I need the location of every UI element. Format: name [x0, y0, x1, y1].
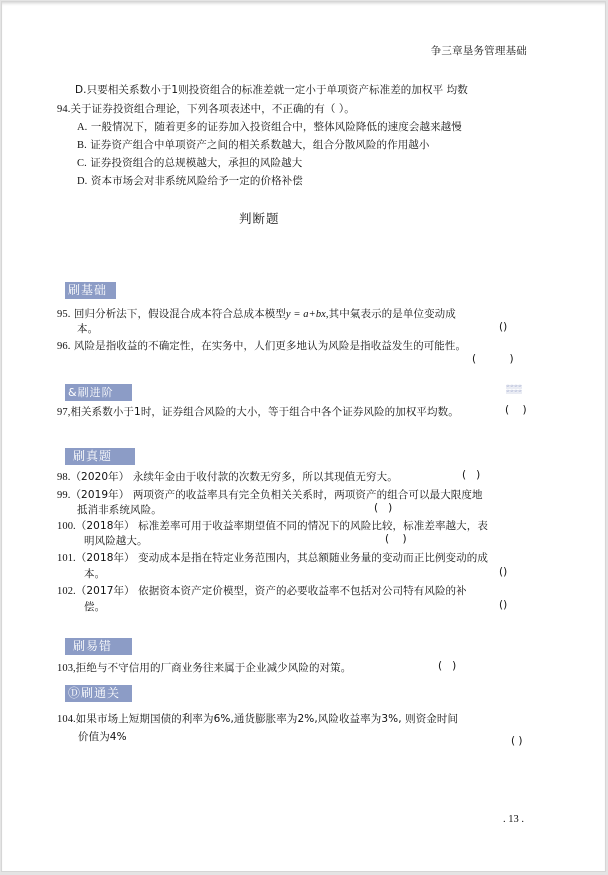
- q104-line1: 104.如果市场上短期国债的利率为6%,通货膨胀率为2%,风险收益率为3%, 则资金时间: [57, 713, 459, 725]
- section-label-final: Ⓓ刷通关: [65, 685, 132, 702]
- q98-answer-blank[interactable]: ( ): [462, 469, 481, 481]
- q100-answer-blank[interactable]: ( ): [385, 533, 407, 545]
- q98-line1: 98.（2020年） 永续年金由于收付款的次数无穷多，所以其现值无穷大。: [57, 471, 398, 483]
- question-number: 94.: [57, 104, 71, 115]
- q102-line2: 偿。: [84, 601, 106, 613]
- q101-answer-blank[interactable]: (): [499, 566, 508, 578]
- q94-option-c: C. 证券投资组合的总规模越大，承担的风险越大: [77, 157, 303, 169]
- page-number: . 13 .: [503, 814, 524, 825]
- section-label-past-exams: 刷真题: [65, 448, 135, 465]
- q102-line1: 102.（2017年） 依据资本资产定价模型，资产的必要收益率不包括对公司特有风险的补: [57, 585, 467, 597]
- q103-line1: 103,拒绝与不守信用的厂商业务往来属于企业减少风险的对策。: [57, 662, 352, 674]
- q96-line1: 96. 风险是指收益的不确定性，在实务中，人们更多地认为风险是指收益发生的可能性。: [57, 340, 467, 352]
- q101-line2: 本。: [84, 568, 106, 580]
- q99-line1: 99.（2019年） 两项资产的收益率具有完全负相关关系时，两项资产的组合可以最大限度地: [57, 489, 483, 501]
- section-title-true-false: 判断题: [239, 211, 280, 226]
- section-label-error-prone: 刷易错: [65, 638, 132, 655]
- section-label-basic: 刷基础: [65, 282, 116, 299]
- q97-answer-blank[interactable]: ( ): [505, 404, 527, 416]
- q101-line1: 101.（2018年） 变动成本是指在特定业务范围内，其总额随业务量的变动而正比例变动的成: [57, 552, 488, 564]
- section-label-advanced: &刷进阶: [65, 384, 132, 401]
- q100-line1: 100.（2018年） 标准差率可用于收益率期望值不同的情况下的风险比较，标准差率越大，表: [57, 520, 488, 532]
- q100-line2: 明风险越大。: [84, 535, 148, 547]
- q97-line1: 97,相关系数小于1时，证券组合风险的大小，等于组合中各个证券风险的加权平均数。: [57, 406, 459, 418]
- document-page: [1, 1, 606, 872]
- watermark-stamp: 密密密密 密密密密: [506, 384, 522, 394]
- formula: y = a+bx,: [285, 309, 329, 320]
- q94-option-a: A. 一般情况下，随着更多的证券加入投资组合中，整体风险降低的速度会越来越慢: [77, 121, 462, 133]
- q94-option-d: D. 资本市场会对非系统风险给予一定的价格补偿: [77, 175, 303, 187]
- q99-line2: 抵消非系统风险。: [77, 504, 162, 516]
- chapter-header: 争三章垦务管理基础: [430, 45, 527, 57]
- q95-line1: 95. 回归分析法下，假设混合成本符合总成本模型y = a+bx,其中氣表示的是单位变动成: [57, 308, 456, 320]
- q104-line2: 价值为4%: [78, 731, 127, 743]
- q94-stem: [57, 101, 355, 116]
- q93-option-d: D.只要相关系数小于1则投资组合的标准差就一定小于单项资产标准差的加权平 均数: [75, 84, 468, 96]
- q103-answer-blank[interactable]: ( ): [438, 660, 457, 672]
- q102-answer-blank[interactable]: (): [499, 599, 508, 611]
- q104-answer-blank[interactable]: ( ): [511, 735, 523, 747]
- question-text: 关于证券投资组合理论，下列各项表述中，不正确的有（ ）。: [70, 103, 355, 115]
- q96-answer-blank[interactable]: ( ): [472, 353, 514, 365]
- q99-answer-blank[interactable]: ( ): [374, 502, 393, 514]
- q95-line2: 本。: [77, 323, 99, 335]
- q95-answer-blank[interactable]: (): [499, 321, 508, 333]
- q94-option-b: B. 证券资产组合中单项资产之间的相关系数越大，组合分散风险的作用越小: [77, 139, 430, 151]
